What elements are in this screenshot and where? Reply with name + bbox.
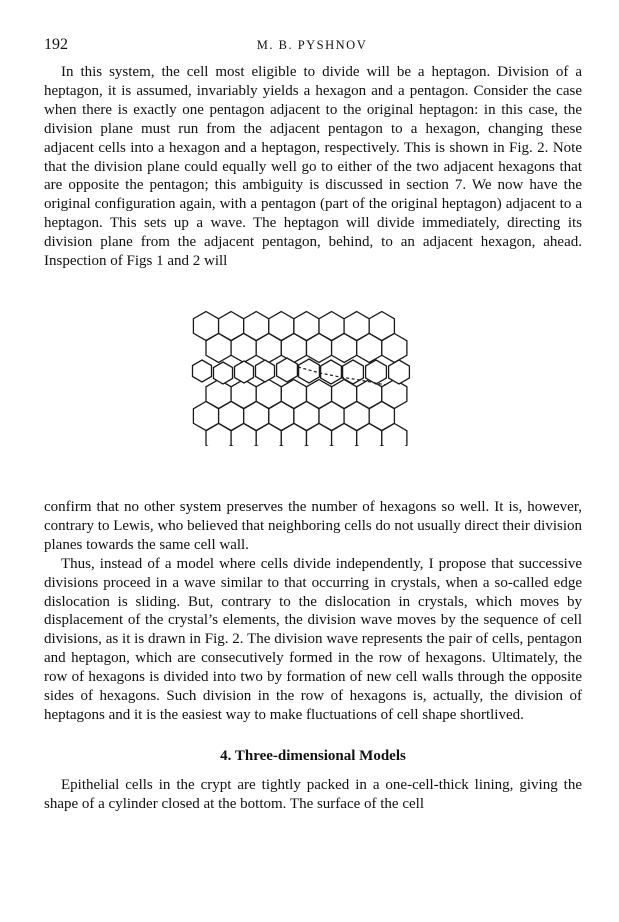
body-text-top: [44, 63, 582, 271]
deformed-cell: [321, 360, 342, 384]
deformed-cell: [389, 360, 410, 384]
paragraph-division-wave: Thus, instead of a model where cells divide independently, I propose that successive divisions proceed in a wave similar to that occurring in crystals, when a so-called edge dislocation is sliding. But, contrary to the dislocation in crystals, which moves by displacement of the crystal’s elements, the division wave moves by the sequence of cell divisions, as it is drawn in Fig. 2. The division wave represents the pair of cells, pentagon and heptagon, which are consecutively formed in the row of hexagons. Ultimately, the row of hexagons is divided into two by formation of new cell walls through the opposite sides of hexagons. Such division in the row of hexagons is, actually, the division of heptagons and it is the easiest way to make fluctuations of cell shape shortlived.: [44, 555, 582, 723]
deformed-cell: [366, 360, 387, 384]
deformed-cell: [214, 362, 233, 384]
section-heading: 4. Three-dimensional Models: [220, 747, 406, 764]
deformed-cell: [256, 360, 275, 382]
figure-hexagon-lattice: [190, 310, 430, 446]
paragraph-epithelial-cells: Epithelial cells in the crypt are tightly packed in a one-cell-thick lining, giving the shape of a cylinder closed at the bottom. The surface of the cell: [44, 776, 582, 812]
deformed-cell: [193, 360, 212, 382]
paragraph-continuation: confirm that no other system preserves the number of hexagons so well. It is, however, contrary to Lewis, who believed that neighboring cells do not usually direct their division planes towards the same cell wall.: [44, 499, 582, 553]
hexagon-lattice-diagram: [190, 310, 430, 446]
page-number: 192: [44, 36, 68, 53]
deformed-cell: [277, 358, 298, 382]
deformed-cell: [343, 360, 364, 384]
deformed-cell: [235, 361, 254, 383]
running-head: [44, 36, 580, 58]
body-text-bottom: [44, 498, 582, 814]
author-running-head: M. B. PYSHNOV: [256, 38, 368, 52]
paragraph-heptagon-division: In this system, the cell most eligible to divide will be a heptagon. Division of a heptagon, it is assumed, invariably yields a hexagon and a pentagon. Consider the case when there is exactly one pentagon adjacent to the original heptagon: in this case, the division plane must run from the adjacent pentagon to a hexagon, changing these adjacent cells into a hexagon and a heptagon, respectively. This is shown in Fig. 2. Note that the division plane could equally well go to either of the two adjacent hexagons that are opposite the pentagon; this ambiguity is discussed in section 7. We now have the original configuration again, with a pentagon (part of the original heptagon) adjacent to a heptagon. This sets up a wave. The heptagon will divide immediately, directing its division plane from the adjacent pentagon, behind, to an adjacent hexagon, ahead. Inspection of Figs 1 and 2 will: [44, 64, 582, 270]
deformed-cell: [299, 359, 320, 383]
